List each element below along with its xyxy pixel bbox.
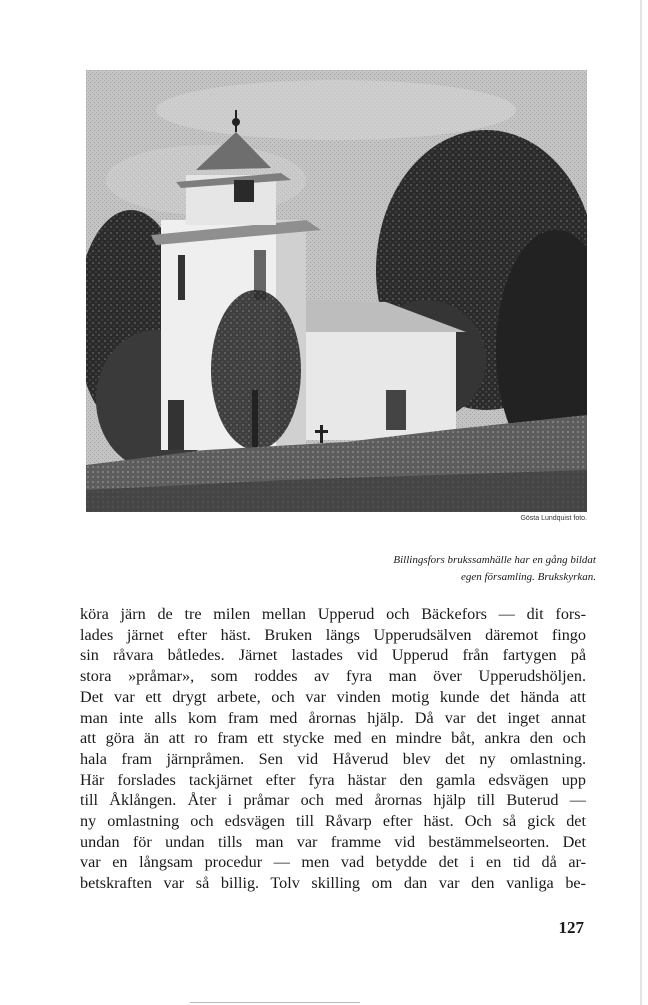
body-text [80, 604, 586, 894]
caption-line: Billingsfors brukssamhälle har en gång bildat [393, 554, 596, 566]
bottom-rule [190, 1002, 360, 1003]
text-line: sin råvara båtledes. Järnet lastades vid Upperud från fartygen på [80, 646, 586, 665]
page-edge [640, 0, 642, 1005]
text-line: hala fram järnpråmen. Sen vid Håverud blev det ny omlastning. [80, 749, 586, 768]
text-line: köra järn de tre milen mellan Upperud och Bäckefors — dit fors- [80, 605, 586, 623]
text-line: att göra än att ro fram ett stycke med en mindre båt, ankra den och [80, 729, 586, 748]
text-line: stora »pråmar», som roddes av fyra man över Upperudshöljen. [80, 667, 586, 686]
page-number: 127 [558, 918, 584, 937]
text-line: Det var ett drygt arbete, och var vinden motig kunde det hända att [80, 687, 586, 706]
text-line: Här forslades tackjärnet efter fyra hästar den gamla edsvägen upp [80, 770, 586, 789]
text-line: betskraften var så billig. Tolv skilling om dan var den vanliga be- [80, 874, 586, 893]
text-line: var en långsam procedur — men vad betydde det i en tid då ar- [80, 853, 586, 872]
text-line: man inte alls kom fram med årornas hjälp. Då var det inget annat [80, 708, 586, 727]
text-line: ny omlastning och edsvägen till Råvarp efter häst. Och så gick det [80, 812, 586, 831]
photo-caption [256, 552, 596, 586]
church-photo-icon [86, 70, 587, 512]
text-line: undan för undan tills man var framme vid bestämmelseorten. Det [80, 832, 586, 851]
photo-credit: Gösta Lundquist foto. [520, 515, 587, 522]
church-photo [86, 70, 587, 512]
text-line: till Åklången. Åter i pråmar och med årornas hjälp till Buterud — [80, 791, 586, 810]
caption-line: egen församling. Brukskyrkan. [460, 571, 596, 583]
text-line: lades järnet efter häst. Bruken längs Upperudsälven däremot fingo [80, 625, 586, 644]
